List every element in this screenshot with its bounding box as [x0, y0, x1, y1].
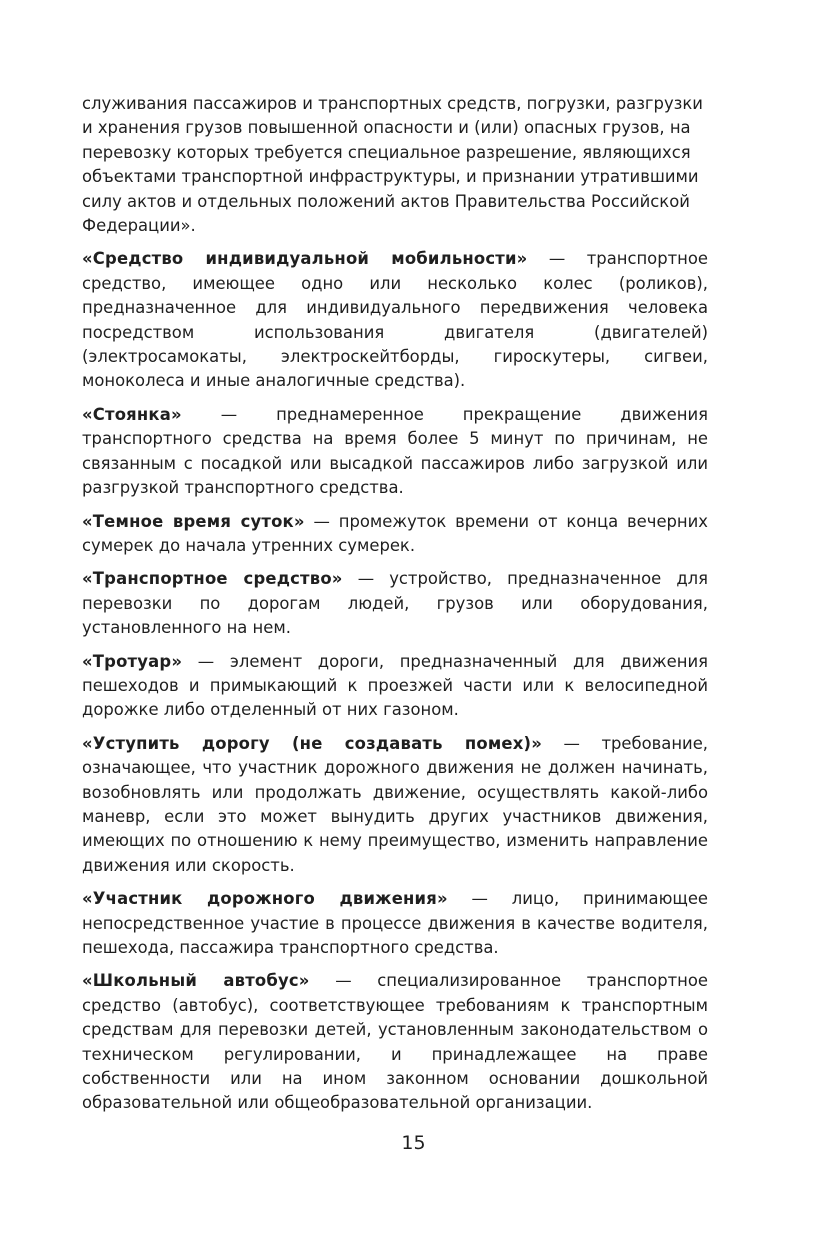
definition-term: «Стоянка»	[82, 404, 182, 424]
definition-term: «Средство индивидуальной мобильности»	[82, 249, 528, 269]
definition-paragraph	[82, 969, 708, 1115]
definition-term: «Участник дорожного движения»	[82, 889, 448, 909]
definition-term: «Уступить дорогу (не создавать помех)»	[82, 733, 543, 753]
definition-paragraph	[82, 403, 708, 501]
definition-paragraph	[82, 567, 708, 640]
definition-term: «Темное время суток»	[82, 511, 305, 531]
definition-text: — преднамеренное прекращение движения транспортного средства на время более 5 минут по причинам, не связанным с посадкой или высадкой пассажиров либо загрузкой или разгрузкой транспортного средства.	[82, 404, 708, 498]
definition-paragraph	[82, 650, 708, 723]
page-body	[82, 92, 708, 1125]
definition-paragraph	[82, 247, 708, 393]
definition-paragraph	[82, 732, 708, 878]
definition-text: — транспортное средство, имеющее одно или несколько колес (роликов), предназначенное для индивидуального передвижения человека посредством использования двигателя (двигателей) (электросамокаты, электроскейтборды, гироскутеры, сигвеи, моноколеса и иные аналогичные средства).	[82, 249, 708, 391]
definition-term: «Тротуар»	[82, 651, 183, 671]
definition-text: — лицо, принимающее непосредственное участие в процессе движения в качестве водителя, пешехода, пассажира транспортного средства.	[82, 889, 708, 957]
definition-paragraph	[82, 510, 708, 559]
definition-paragraph	[82, 887, 708, 960]
page-number: 15	[401, 1132, 426, 1154]
definition-text: — требование, означающее, что участник дорожного движения не должен начинать, возобновлять или продолжать движение, осуществлять какой-либо маневр, если это может вынудить других участников движения, имеющих по отношению к нему преимущество, изменить направление движения или скорость.	[82, 733, 708, 875]
definition-term: «Школьный автобус»	[82, 971, 310, 991]
definition-text: — промежуток времени от конца вечерних сумерек до начала утренних сумерек.	[82, 511, 708, 555]
definition-text: — специализированное транспортное средство (автобус), соответствующее требованиям к транспортным средствам для перевозки детей, установленным законодательством о техническом регулировании, и принадлежащее на праве собственности или на ином законном основании дошкольной образовательной или общеобразовательной организации.	[82, 971, 708, 1113]
continuation-paragraph: служивания пассажиров и транспортных средств, погрузки, разгрузки и хранения грузов повышенной опасности и (или) опасных грузов, на перевозку которых требуется специальное разрешение, являющихся объектами транспортной инфраструктуры, и признании утратившими силу актов и отдельных положений актов Правительства Российской Федерации».	[82, 94, 703, 236]
definition-term: «Транспортное средство»	[82, 569, 343, 589]
definition-text: — устройство, предназначенное для перевозки по дорогам людей, грузов или оборудования, установленного на нем.	[82, 569, 708, 638]
definition-text: — элемент дороги, предназначенный для движения пешеходов и примыкающий к проезжей части или к велосипедной дорожке либо отделенный от них газоном.	[82, 651, 708, 720]
